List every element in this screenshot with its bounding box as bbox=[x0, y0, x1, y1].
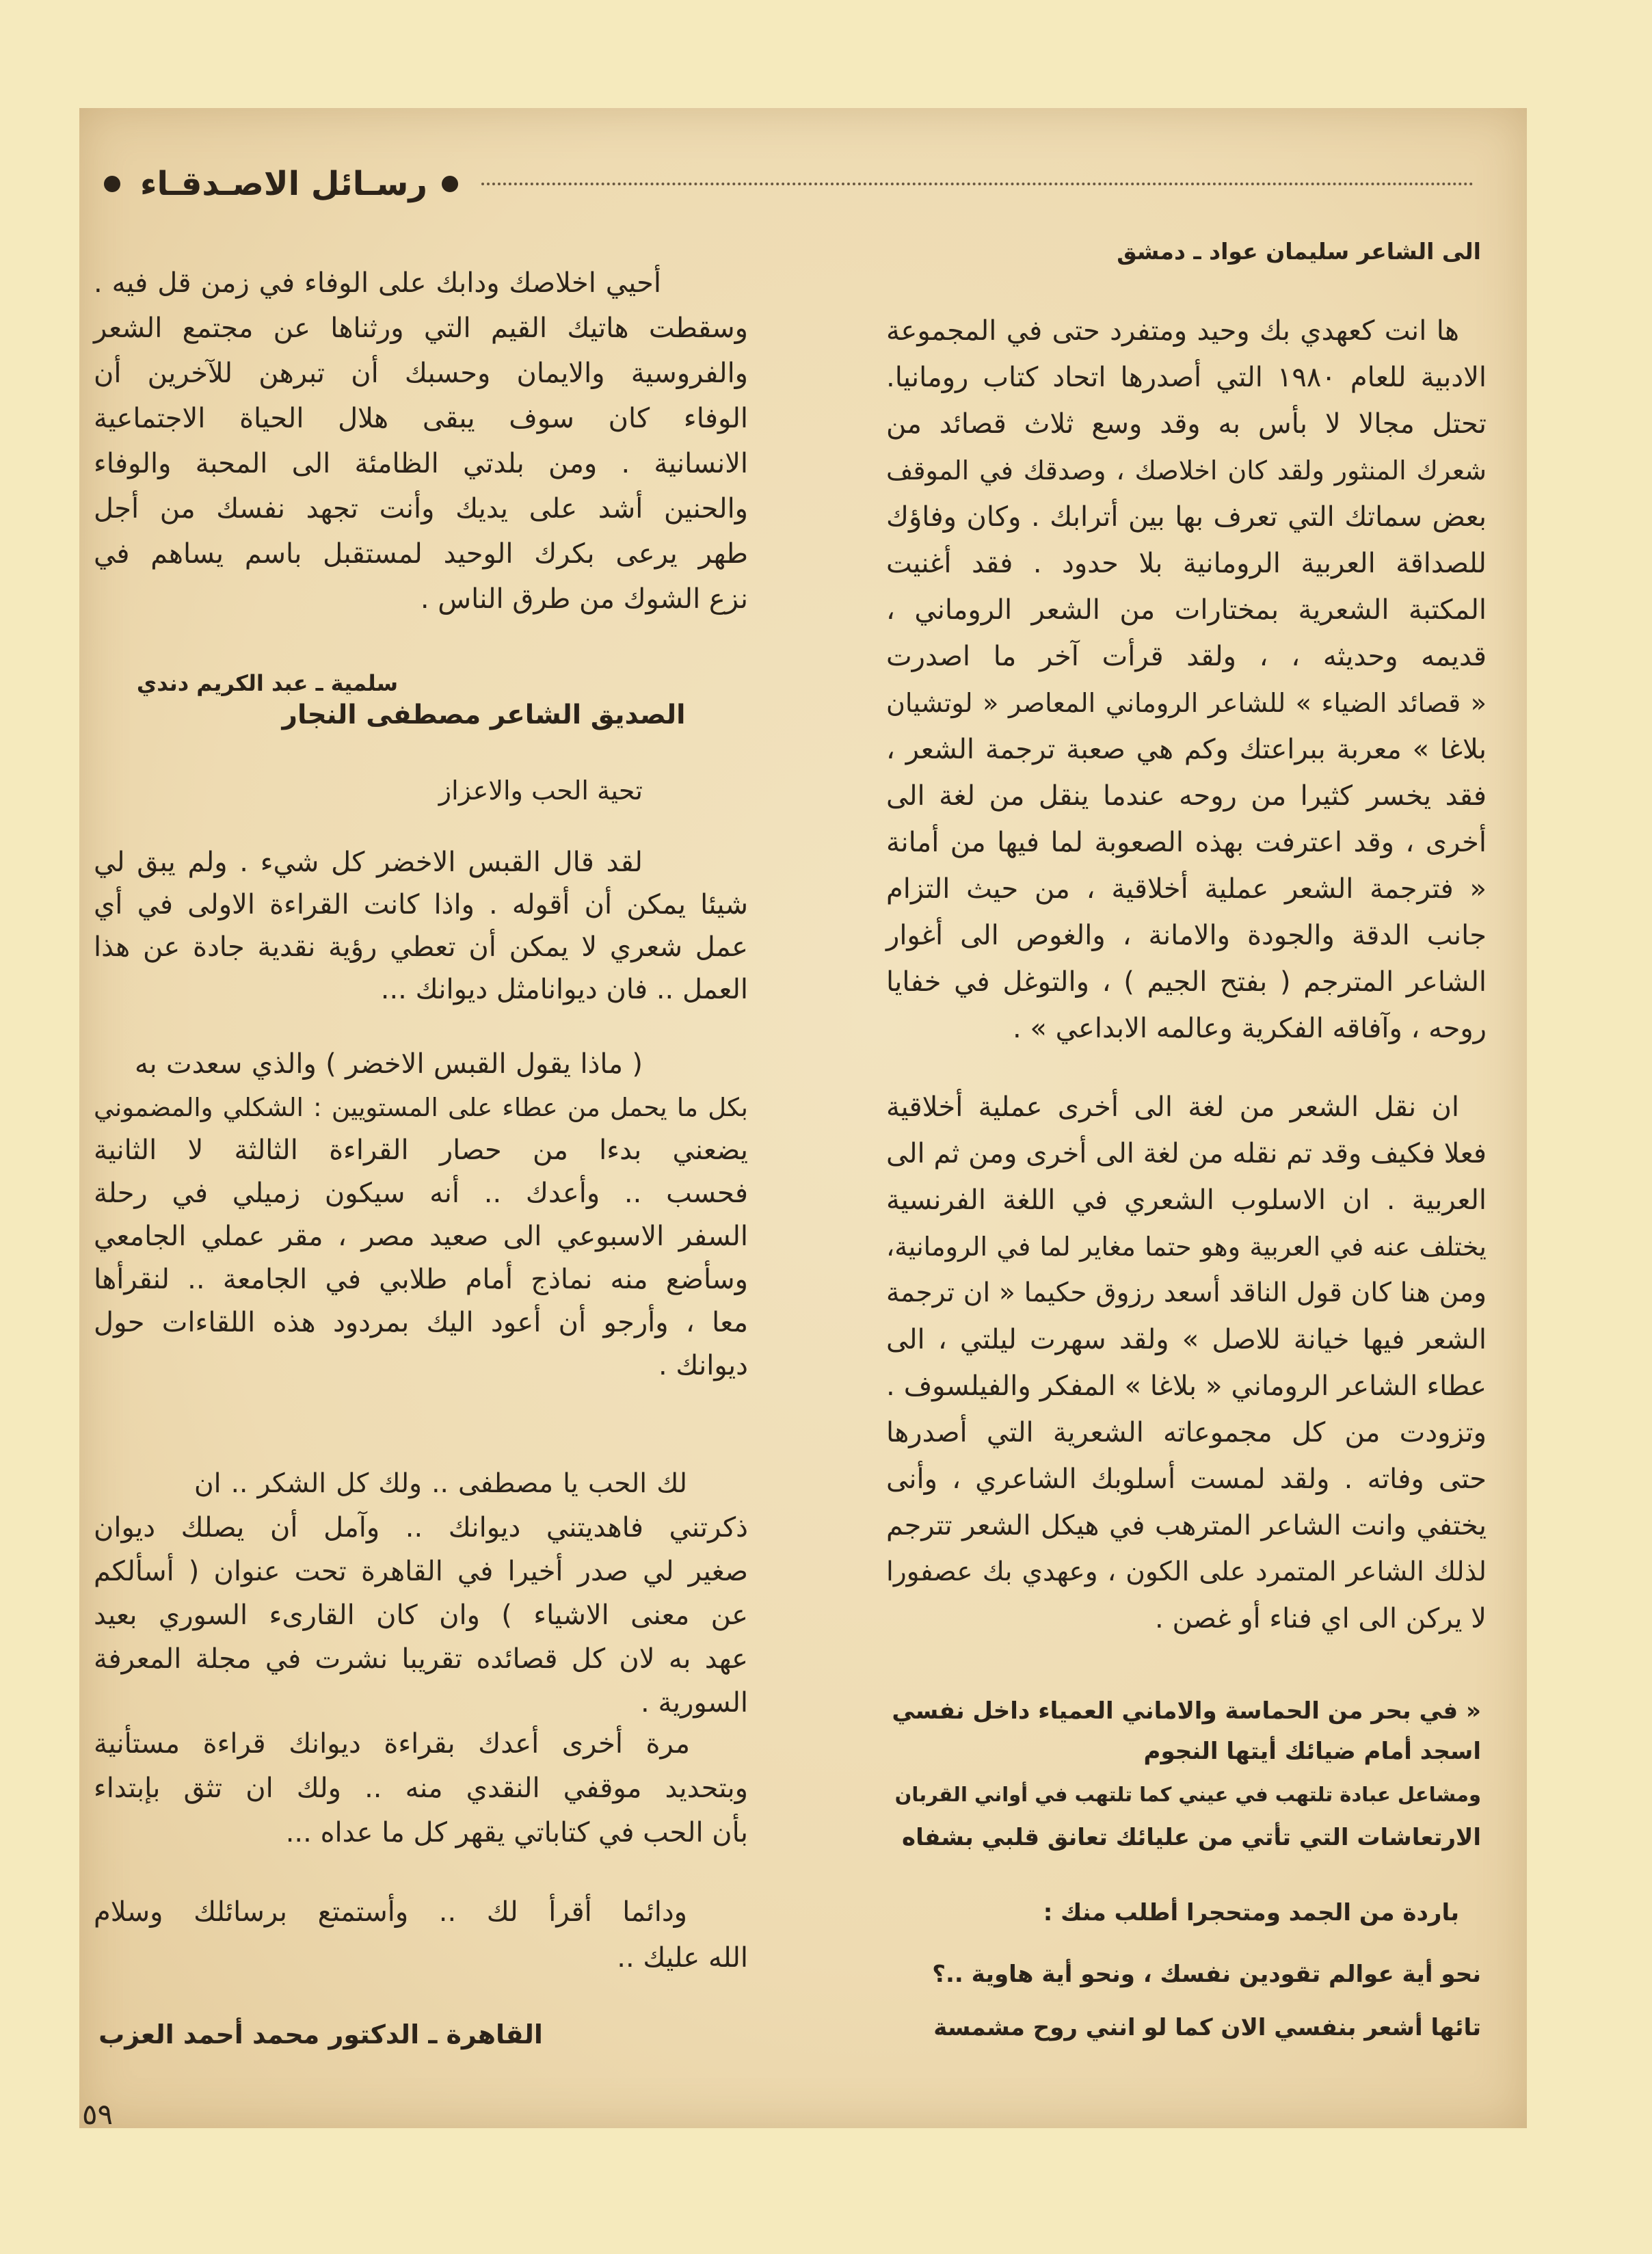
header-dotted-rule bbox=[481, 183, 1474, 185]
text-line: جانب الدقة والجودة والامانة ، والغوص الى أغوار bbox=[886, 920, 1487, 951]
text-line: نزع الشوك من طرق الناس . bbox=[420, 583, 748, 615]
text-line: وسأضع منه نماذج أمام طلابي في الجامعة .. لنقرأها bbox=[94, 1264, 748, 1295]
poem-line: نحو أية عوالم تقودين نفسك ، ونحو أية هاوية ..؟ bbox=[932, 1961, 1481, 1988]
text-line: تحتل مجالا لا بأس به وقد وسع ثلاث قصائد من bbox=[886, 408, 1487, 440]
letter2-paragraph-2 bbox=[94, 1043, 748, 1388]
text-line: عهد به لان كل قصائده تقريبا نشرت في مجلة المعرفة bbox=[94, 1643, 748, 1675]
text-line: وسقطت هاتيك القيم التي ورثناها عن مجتمع الشعر bbox=[94, 313, 748, 344]
letter1-paragraph-2 bbox=[886, 1084, 1487, 1642]
text-line: والفروسية والايمان وحسبك أن تبرهن للآخرين أن bbox=[94, 358, 748, 389]
text-line: العربية . ان الاسلوب الشعري في اللغة الفرنسية bbox=[886, 1184, 1487, 1216]
text-line: طهر يرعى بكرك الوحيد لمستقبل باسم يساهم في bbox=[94, 538, 748, 570]
bullet-icon bbox=[442, 176, 458, 192]
text-line: الله عليك .. bbox=[617, 1942, 748, 1974]
letter2-greeting: تحية الحب والاعزاز bbox=[438, 775, 643, 806]
text-line: فعلا فكيف وقد تم نقله من لغة الى أخرى ومن ثم الى bbox=[886, 1138, 1487, 1169]
text-line: ذكرتني فاهديتني ديوانك .. وآمل أن يصلك ديوان bbox=[94, 1512, 748, 1543]
text-line: أحيي اخلاصك ودابك على الوفاء في زمن قل فيه . bbox=[94, 267, 661, 299]
text-line: لك الحب يا مصطفى .. ولك كل الشكر .. ان bbox=[194, 1468, 687, 1499]
text-line: صغير لي صدر أخيرا في القاهرة تحت عنوان ( أسألكم bbox=[94, 1556, 748, 1587]
letter2-paragraph-3 bbox=[94, 1462, 748, 1725]
text-line: « فترجمة الشعر عملية أخلاقية ، من حيث التزام bbox=[886, 873, 1487, 905]
letter2-paragraph-4 bbox=[94, 1722, 748, 1855]
text-line: بأن الحب في كتاباتي يقهر كل ما عداه ... bbox=[285, 1817, 748, 1848]
text-line: لقد قال القبس الاخضر كل شيء . ولم يبق لي bbox=[94, 847, 643, 878]
text-line: والحنين أشد على يديك وأنت تجهد نفسك من أجل bbox=[94, 493, 748, 525]
letter1-signature: سلمية ـ عبد الكريم دندي bbox=[136, 670, 399, 696]
text-line: عمل شعري لا يمكن أن تعطي رؤية نقدية جادة عن هذا bbox=[94, 931, 748, 963]
page-number: ٥٩ bbox=[82, 2097, 114, 2131]
text-line: يختفي وانت الشاعر المترهب في هيكل الشعر تترجم bbox=[886, 1510, 1487, 1541]
poem-line: « في بحر من الحماسة والاماني العمياء داخل نفسي bbox=[892, 1697, 1481, 1725]
text-line: روحه ، وآفاقه الفكرية وعالمه الابداعي » . bbox=[1013, 1013, 1487, 1044]
poem-line: اسجد أمام ضيائك أيتها النجوم bbox=[1143, 1738, 1481, 1765]
text-line: مرة أخرى أعدك بقراءة ديوانك قراءة مستأنية bbox=[94, 1728, 690, 1760]
text-line: ان نقل الشعر من لغة الى أخرى عملية أخلاقية bbox=[886, 1091, 1459, 1123]
text-line: فقد يخسر كثيرا من روحه عندما ينقل من لغة الى bbox=[886, 780, 1487, 812]
text-line: بعض سماتك التي تعرف بها بين أترابك . وكان وفاؤك bbox=[886, 501, 1487, 533]
text-line: ( ماذا يقول القبس الاخضر ) والذي سعدت به bbox=[135, 1048, 643, 1080]
text-line: وتزودت من كل مجموعاته الشعرية التي أصدرها bbox=[886, 1417, 1487, 1448]
text-line: قديمه وحديثه ، ، ولقد قرأت آخر ما اصدرت bbox=[886, 641, 1487, 672]
text-line: وبتحديد موقفي النقدي منه .. ولك ان تثق بإبتداء bbox=[94, 1773, 748, 1804]
poem-line: الارتعاشات التي تأتي من عليائك تعانق قلبي بشفاه bbox=[902, 1824, 1481, 1851]
text-line: ودائما أقرأ لك .. وأستمتع برسائلك وسلام bbox=[94, 1896, 687, 1928]
text-line: شعرك المنثور ولقد كان اخلاصك ، وصدقك في الموقف bbox=[886, 455, 1487, 486]
text-line: ها انت كعهدي بك وحيد ومتفرد حتى في المجموعة bbox=[886, 315, 1459, 347]
text-line: يختلف عنه في العربية وهو حتما مغاير لما في الرومانية، bbox=[886, 1232, 1487, 1262]
text-line: بلاغا » معربة ببراعتك وكم هي صعبة ترجمة الشعر ، bbox=[886, 734, 1487, 765]
text-line: شيئا يمكن أن أقوله . واذا كانت القراءة الاولى في أي bbox=[94, 889, 748, 920]
text-line: لا يركن الى اي فناء أو غصن . bbox=[1155, 1603, 1487, 1634]
letter-recipient: الى الشاعر سليمان عواد ـ دمشق bbox=[1117, 238, 1481, 265]
poem-line: باردة من الجمد ومتحجرا أطلب منك : bbox=[1043, 1899, 1459, 1926]
text-line: فحسب .. وأعدك .. أنه سيكون زميلي في رحلة bbox=[94, 1178, 748, 1209]
text-line: الادبية للعام ١٩٨٠ التي أصدرها اتحاد كتاب رومانيا. bbox=[886, 362, 1487, 393]
section-title: رسـائل الاصـدقـاء bbox=[140, 165, 427, 203]
text-line: أخرى ، وقد اعترفت بهذه الصعوبة لما فيها من أمانة bbox=[886, 827, 1487, 858]
letter2-signature: القاهرة ـ الدكتور محمد أحمد العزب bbox=[98, 2019, 543, 2050]
text-line: ومن هنا كان قول الناقد أسعد رزوق حكيما « ان ترجمة bbox=[886, 1277, 1487, 1308]
letter1-paragraph-1 bbox=[886, 308, 1487, 1052]
text-line: الشاعر المترجم ( بفتح الجيم ) ، والتوغل في خفايا bbox=[886, 966, 1487, 998]
text-line: الشعر فيها خيانة للاصل » ولقد سهرت ليلتي ، الى bbox=[886, 1324, 1487, 1355]
text-line: العمل .. فان ديوانامثل ديوانك ... bbox=[380, 974, 748, 1005]
text-line: للصداقة العربية الرومانية بلا حدود . فقد أغنيت bbox=[886, 548, 1487, 579]
letter2-paragraph-5 bbox=[94, 1890, 748, 1981]
text-line: يضعني بدءا من حصار القراءة الثالثة لا الثانية bbox=[94, 1135, 748, 1166]
text-line: السفر الاسبوعي الى صعيد مصر ، مقر عملي الجامعي bbox=[94, 1221, 748, 1252]
text-line: الانسانية . ومن بلدتي الظامئة الى المحبة والوفاء bbox=[94, 448, 748, 479]
text-line: عطاء الشاعر الروماني « بلاغا » المفكر والفيلسوف . bbox=[886, 1370, 1487, 1402]
letter2-paragraph-1 bbox=[94, 841, 748, 1011]
text-line: عن معنى الاشياء ) وان كان القارىء السوري بعيد bbox=[94, 1600, 748, 1631]
poem-line: تائها أشعر بنفسي الان كما لو انني روح مشمسة bbox=[933, 2014, 1481, 2041]
poem-line: ومشاعل عبادة تلتهب في عيني كما تلتهب في أواني القربان bbox=[894, 1783, 1481, 1806]
text-line: المكتبة الشعرية بمختارات من الشعر الروماني ، bbox=[886, 594, 1487, 626]
bullet-icon bbox=[104, 176, 120, 192]
letter1-paragraph-3 bbox=[94, 261, 748, 622]
text-line: « قصائد الضياء » للشاعر الروماني المعاصر « لوتشيان bbox=[886, 688, 1487, 718]
letter2-title: الصديق الشاعر مصطفى النجار bbox=[282, 700, 686, 730]
text-line: حتى وفاته . ولقد لمست أسلوبك الشاعري ، وأنى bbox=[886, 1463, 1487, 1495]
text-line: الوفاء كان سوف يبقى هلال الحياة الاجتماعية bbox=[94, 403, 748, 434]
text-line: بكل ما يحمل من عطاء على المستويين : الشكلي والمضموني bbox=[94, 1093, 748, 1122]
text-line: ديوانك . bbox=[658, 1350, 748, 1381]
text-line: لذلك الشاعر المتمرد على الكون ، وعهدي بك عصفورا bbox=[886, 1556, 1487, 1587]
text-line: معا ، وأرجو أن أعود اليك بمردود هذه اللقاءات حول bbox=[94, 1307, 748, 1338]
text-line: السورية . bbox=[641, 1687, 748, 1719]
